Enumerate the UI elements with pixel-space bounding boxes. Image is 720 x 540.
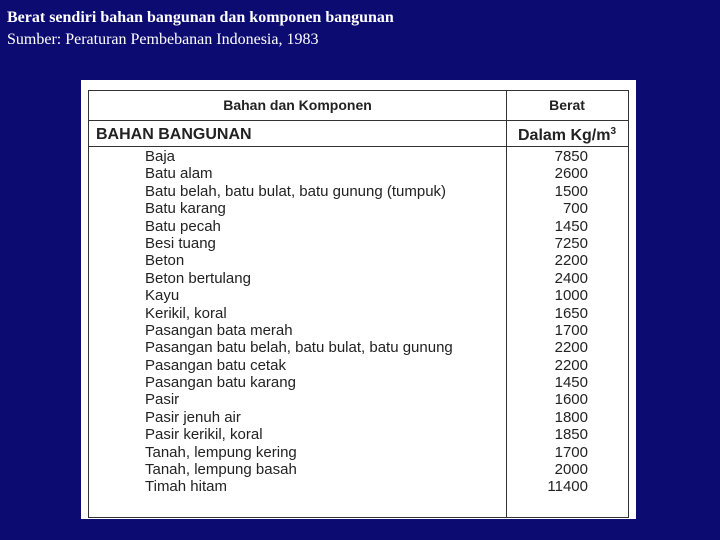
material-name: Kayu	[145, 287, 180, 305]
table-row	[89, 461, 628, 478]
material-name: Batu belah, batu bulat, batu gunung (tumpuk)	[145, 182, 447, 200]
table-row	[89, 322, 628, 339]
table-row	[89, 165, 628, 182]
weight-value: 1500	[554, 182, 588, 200]
weight-value: 1450	[554, 217, 588, 235]
material-name: Tanah, lempung kering	[145, 443, 297, 461]
slide-title	[7, 7, 394, 51]
table-row	[89, 235, 628, 252]
material-name: Batu pecah	[145, 217, 221, 235]
table-row	[89, 357, 628, 374]
material-name: Pasangan batu belah, batu bulat, batu gunung	[145, 339, 453, 357]
table-image	[81, 80, 636, 519]
material-name: Batu alam	[145, 165, 213, 183]
table-row	[89, 183, 628, 200]
weight-value: 11400	[547, 478, 588, 496]
unit-label: Dalam $Kg/m^3$	[517, 126, 617, 144]
weight-value: 1650	[554, 304, 588, 322]
table-row	[89, 339, 628, 356]
table-row	[89, 287, 628, 304]
header-material: Bahan dan Komponen	[223, 97, 372, 113]
title-line-2-source: Sumber: Peraturan Pembebanan Indonesia, 1983	[7, 31, 319, 48]
weight-value: 2400	[554, 269, 588, 287]
weight-value: 700	[562, 200, 588, 218]
material-name: Timah hitam	[145, 478, 227, 496]
material-name: Pasangan batu karang	[145, 374, 296, 392]
material-name: Pasir kerikil, koral	[145, 426, 263, 444]
title-line-1: Berat sendiri bahan bangunan dan komponen bangunan	[7, 9, 394, 26]
material-name: Tanah, lempung basah	[145, 461, 297, 479]
weight-value: 1850	[554, 426, 588, 444]
table-row	[89, 200, 628, 217]
header-weight: Berat	[549, 97, 585, 113]
material-name: Pasangan batu cetak	[145, 356, 286, 374]
section-label: BAHAN BANGUNAN	[96, 126, 252, 143]
table-row	[89, 391, 628, 408]
table-header-row	[89, 91, 628, 121]
weight-value: 2200	[554, 252, 588, 270]
table-row	[89, 426, 628, 443]
table-body	[89, 148, 628, 496]
weight-value: 1800	[554, 408, 588, 426]
table-row	[89, 148, 628, 165]
weight-value: 7250	[554, 234, 588, 252]
weight-value: 1600	[554, 391, 588, 409]
material-name: Pasangan bata merah	[145, 321, 293, 339]
weight-value: 1450	[554, 374, 588, 392]
material-name: Pasir jenuh air	[145, 408, 241, 426]
material-name: Kerikil, koral	[145, 304, 227, 322]
material-name: Beton bertulang	[145, 269, 251, 287]
weight-value: 2600	[554, 165, 588, 183]
material-name: Besi tuang	[145, 234, 216, 252]
material-name: Baja	[145, 148, 176, 165]
material-name: Beton	[145, 252, 185, 270]
table-row	[89, 252, 628, 269]
material-name: Pasir	[145, 391, 180, 409]
table-row	[89, 444, 628, 461]
weight-value: 1700	[554, 443, 588, 461]
weight-value: 1000	[554, 287, 588, 305]
section-header-row	[89, 120, 628, 147]
weight-value: 1700	[554, 321, 588, 339]
table-row	[89, 218, 628, 235]
table-row	[89, 478, 628, 495]
material-name: Batu karang	[145, 200, 226, 218]
table-row	[89, 409, 628, 426]
weight-value: 7850	[554, 148, 588, 165]
weight-value: 2200	[554, 356, 588, 374]
weight-value: 2000	[554, 461, 588, 479]
weight-value: 2200	[554, 339, 588, 357]
table-row	[89, 305, 628, 322]
weight-table	[88, 90, 629, 518]
table-row	[89, 270, 628, 287]
table-row	[89, 374, 628, 391]
